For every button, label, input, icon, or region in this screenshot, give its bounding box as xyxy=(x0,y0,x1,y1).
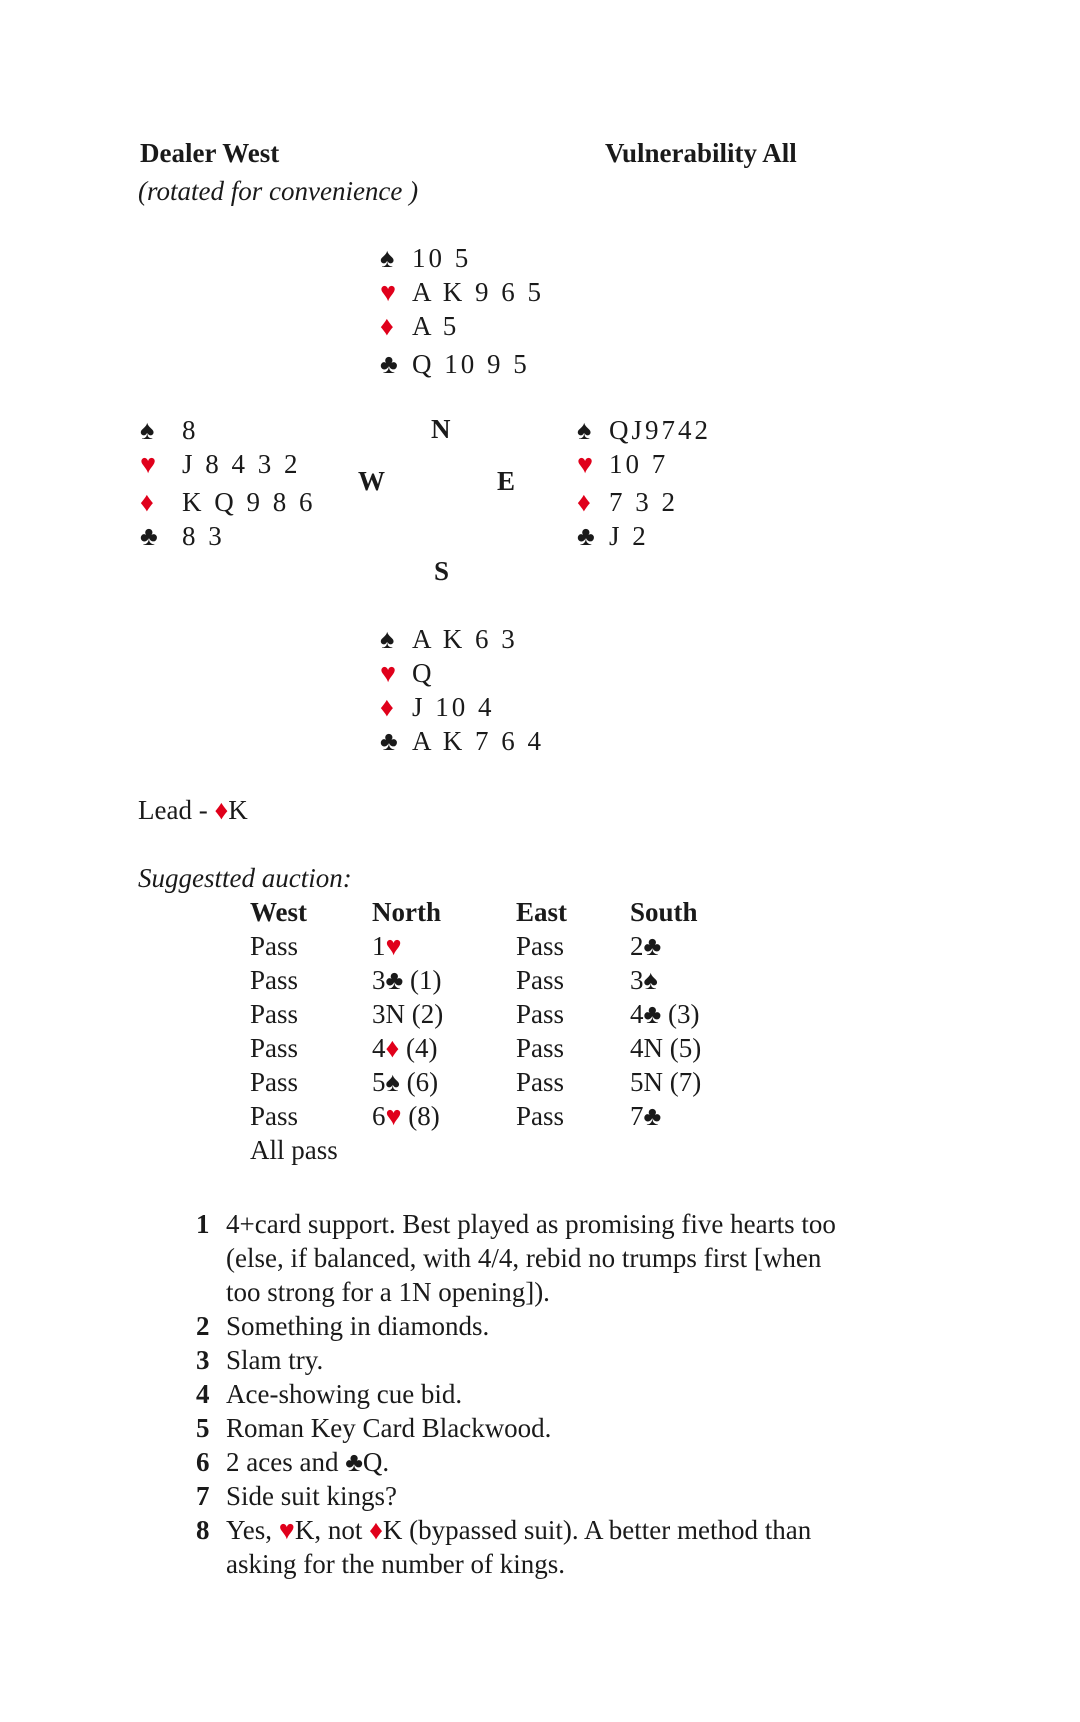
auction-bid: 3♠ xyxy=(630,965,658,995)
diamond-icon: ♦ xyxy=(214,795,229,825)
note-item xyxy=(196,1479,856,1513)
north-clubs-row xyxy=(380,347,544,381)
auction-row xyxy=(250,963,750,997)
west-hearts-row xyxy=(140,447,316,481)
south-diamonds-row xyxy=(380,690,544,724)
auction-bid: 3N (2) xyxy=(372,999,444,1029)
diamond-icon: ♦ xyxy=(577,487,594,517)
auction-bid: Pass xyxy=(250,1033,299,1063)
compass-west: W xyxy=(358,466,385,496)
lead-prefix: Lead - xyxy=(138,795,215,825)
auction-row xyxy=(250,1065,750,1099)
north-clubs: Q 10 9 5 xyxy=(412,349,530,379)
lead-card: K xyxy=(228,795,248,825)
note-number: 1 xyxy=(196,1209,210,1239)
south-hearts-row xyxy=(380,656,544,690)
west-hand xyxy=(140,413,316,553)
dealer-label: Dealer West xyxy=(140,138,280,168)
auction-bid: Pass xyxy=(516,999,565,1029)
heart-icon: ♥ xyxy=(380,658,400,688)
north-hearts: A K 9 6 5 xyxy=(412,277,545,307)
east-clubs-row xyxy=(577,519,711,553)
club-icon: ♣ xyxy=(140,521,161,551)
north-spades-row xyxy=(380,241,544,275)
west-spades-row xyxy=(140,413,316,447)
auction-bid: 5N (7) xyxy=(630,1067,702,1097)
auction-header-row xyxy=(250,895,750,929)
note-number: 4 xyxy=(196,1379,210,1409)
club-icon: ♣ xyxy=(380,349,401,379)
north-diamonds-row xyxy=(380,309,544,343)
east-spades-row xyxy=(577,413,711,447)
spade-icon: ♠ xyxy=(380,243,398,273)
auction-notes xyxy=(196,1207,856,1581)
west-clubs: 8 3 xyxy=(182,521,225,551)
auction-bid: 4N (5) xyxy=(630,1033,702,1063)
compass-south: S xyxy=(434,556,450,586)
south-diamonds: J 10 4 xyxy=(412,692,495,722)
vulnerability-label: Vulnerability All xyxy=(605,138,797,168)
auction-bid xyxy=(516,1133,630,1167)
east-clubs: J 2 xyxy=(609,521,649,551)
east-spades: QJ9742 xyxy=(609,415,712,445)
north-hearts-row xyxy=(380,275,544,309)
note-number: 8 xyxy=(196,1515,210,1545)
auction-bid: Pass xyxy=(250,965,299,995)
auction-bid: Pass xyxy=(250,999,299,1029)
auction-row xyxy=(250,1031,750,1065)
note-text: 4+card support. Best played as promising five hearts too (else, if balanced, with 4/4, rebid no trumps first [when too strong for a 1N opening]). xyxy=(226,1209,836,1307)
auction-bid: Pass xyxy=(516,1101,565,1131)
auction-bid: 6♥ (8) xyxy=(372,1101,440,1131)
note-number: 7 xyxy=(196,1481,210,1511)
heart-icon: ♥ xyxy=(140,449,160,479)
note-number: 5 xyxy=(196,1413,210,1443)
auction-row xyxy=(250,1099,750,1133)
note-text: Slam try. xyxy=(226,1345,324,1375)
auction-bid: Pass xyxy=(516,1067,565,1097)
auction-bid: Pass xyxy=(250,931,299,961)
east-diamonds: 7 3 2 xyxy=(609,487,678,517)
note-number: 6 xyxy=(196,1447,210,1477)
note-text: Something in diamonds. xyxy=(226,1311,490,1341)
north-diamonds: A 5 xyxy=(412,311,460,341)
south-clubs: A K 7 6 4 xyxy=(412,726,545,756)
west-diamonds-row xyxy=(140,485,316,519)
note-number: 2 xyxy=(196,1311,210,1341)
auction-bid: 4♣ (3) xyxy=(630,999,700,1029)
auction-bid: 4♦ (4) xyxy=(372,1033,438,1063)
auction-bid: Pass xyxy=(516,965,565,995)
west-diamonds: K Q 9 8 6 xyxy=(182,487,316,517)
diamond-icon: ♦ xyxy=(140,487,157,517)
auction-row xyxy=(250,929,750,963)
auction-bid: 5♠ (6) xyxy=(372,1067,439,1097)
note-item xyxy=(196,1207,856,1309)
east-diamonds-row xyxy=(577,485,711,519)
auction-header-south: South xyxy=(630,897,698,927)
west-spades: 8 xyxy=(182,415,199,445)
east-hearts-row xyxy=(577,447,711,481)
note-item xyxy=(196,1445,856,1479)
note-text: Roman Key Card Blackwood. xyxy=(226,1413,552,1443)
auction-bid: Pass xyxy=(250,1067,299,1097)
note-item xyxy=(196,1343,856,1377)
diamond-icon: ♦ xyxy=(380,311,397,341)
heart-icon: ♥ xyxy=(380,277,400,307)
auction-row xyxy=(250,997,750,1031)
compass-north: N xyxy=(431,414,451,444)
note-number: 3 xyxy=(196,1345,210,1375)
rotation-note: (rotated for convenience ) xyxy=(138,176,419,206)
note-text: Side suit kings? xyxy=(226,1481,398,1511)
club-icon: ♣ xyxy=(577,521,598,551)
auction-header-west: West xyxy=(250,897,307,927)
north-spades: 10 5 xyxy=(412,243,472,273)
note-text: Yes, ♥K, not ♦K (bypassed suit). A better method than asking for the number of kings. xyxy=(226,1515,812,1579)
note-item xyxy=(196,1411,856,1445)
south-clubs-row xyxy=(380,724,544,758)
note-item xyxy=(196,1513,856,1581)
east-hand xyxy=(577,413,711,553)
auction-bid: Pass xyxy=(516,1033,565,1063)
south-spades: A K 6 3 xyxy=(412,624,518,654)
note-text: Ace-showing cue bid. xyxy=(226,1379,463,1409)
diamond-icon: ♦ xyxy=(380,692,397,722)
spade-icon: ♠ xyxy=(140,415,158,445)
auction-bid: 3♣ (1) xyxy=(372,965,442,995)
south-hearts: Q xyxy=(412,658,435,688)
auction-header-east: East xyxy=(516,897,568,927)
auction-header-north: North xyxy=(372,897,441,927)
auction-bid: Pass xyxy=(516,931,565,961)
heart-icon: ♥ xyxy=(577,449,597,479)
south-hand xyxy=(380,622,544,758)
auction-bid: 7♣ xyxy=(630,1101,662,1131)
auction-bid xyxy=(372,1133,516,1167)
spade-icon: ♠ xyxy=(380,624,398,654)
auction-bid: 1♥ xyxy=(372,931,402,961)
auction-bid xyxy=(630,1133,750,1167)
auction-bid: All pass xyxy=(250,1135,338,1165)
auction-bid: 2♣ xyxy=(630,931,662,961)
opening-lead xyxy=(138,795,248,826)
west-clubs-row xyxy=(140,519,316,553)
spade-icon: ♠ xyxy=(577,415,595,445)
north-hand xyxy=(380,241,544,381)
club-icon: ♣ xyxy=(380,726,401,756)
auction-row xyxy=(250,1133,750,1167)
auction-title: Suggestted auction: xyxy=(138,863,352,893)
note-text: 2 aces and ♣Q. xyxy=(226,1447,390,1477)
south-spades-row xyxy=(380,622,544,656)
note-item xyxy=(196,1309,856,1343)
auction-bid: Pass xyxy=(250,1101,299,1131)
east-hearts: 10 7 xyxy=(609,449,669,479)
west-hearts: J 8 4 3 2 xyxy=(182,449,301,479)
note-item xyxy=(196,1377,856,1411)
auction-table xyxy=(250,895,750,1167)
compass-east: E xyxy=(497,466,516,496)
